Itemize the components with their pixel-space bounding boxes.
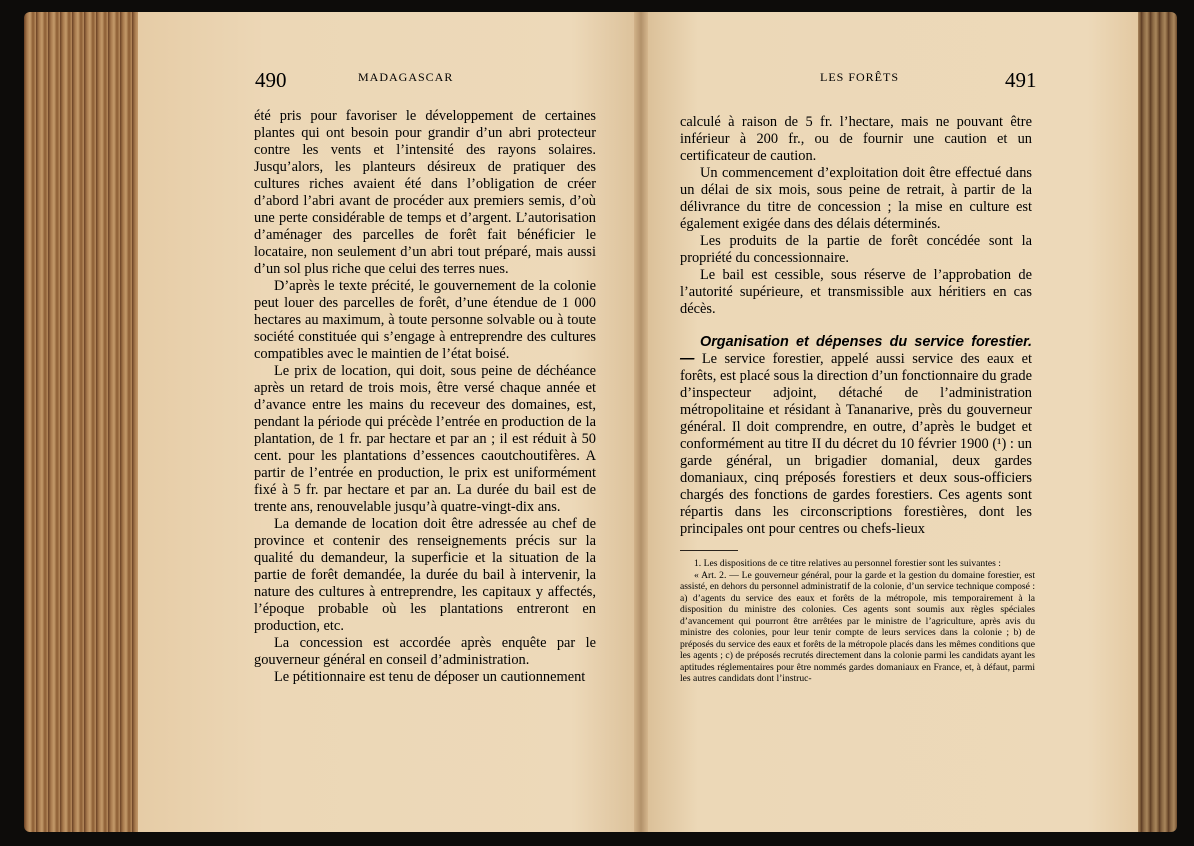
paragraph: Les produits de la partie de forêt concédée sont la propriété du concessionnaire.: [680, 233, 1032, 266]
right-page-number: 491: [1005, 68, 1037, 92]
left-page-body: [254, 108, 596, 686]
paragraph: La concession est accordée après enquête par le gouverneur général en conseil d’administration.: [254, 635, 596, 668]
paragraph: été pris pour favoriser le développement de certaines plantes qui ont besoin pour grandir d’un abri protecteur contre les vents et l’intensité des rayons solaires. Jusqu’alors, les planteurs désireux de pratiquer des cultures riches avaient été dans l’obligation de créer d’abord l’abri avant de procéder aux premiers semis, d’où une perte considérable de temps et d’argent. L’autorisation d’aménager des parcelles de forêt fait bénéficier le locataire, non seulement d’un abri tout préparé, mais aussi d’un sol plus riche que celui des terres nues.: [254, 108, 596, 277]
paragraph: Le bail est cessible, sous réserve de l’approbation de l’autorité supérieure, et transmissible aux héritiers en cas décès.: [680, 267, 1032, 317]
section-heading: Organisation et dépenses du service forestier. —: [680, 334, 1032, 367]
footnote: « Art. 2. — Le gouverneur général, pour la garde et la gestion du domaine forestier, est assisté, en dehors du personnel administratif de la colonie, d’un service technique composé : a) d’agents du service des eaux et forêts de la métropole, mis temporairement à la disposition du ministre des colonies. Ces agents sont soumis aux règles spéciales d’avancement qui pourront être arrêtées par le ministre de l’agriculture, après avis du ministre des colonies, pour leur tenir compte de leurs services dans la colonie ; b) de préposés du service des eaux et forêts de la métropole placés dans les mêmes conditions que les agents ; c) de préposés recrutés directement dans la colonie parmi les candidats ayant les aptitudes réglementaires pour être nommés gardes domaniaux en France, et, à défaut, parmi les autres candidats dont l’instruc-: [680, 569, 1035, 684]
right-running-head: LES FORÊTS: [820, 70, 900, 84]
section-text: Le service forestier, appelé aussi service des eaux et forêts, est placé sous la direction d’un fonctionnaire du grade d’inspecteur adjoint, détaché de l’administration métropolitaine et résidant à Tananarive, près du gouverneur général. Il doit comprendre, en outre, d’après le budget et conformément au titre II du décret du 10 février 1900 (¹) : un garde général, un brigadier domanial, deux gardes domaniaux, cinq préposés forestiers et deux sous-officiers chargés des fonctions de gardes forestiers. Ces agents sont répartis dans les circonscriptions forestières, dont les principales ont pour centres ou chefs-lieux: [680, 351, 1032, 537]
paragraph: Le pétitionnaire est tenu de déposer un cautionnement: [274, 669, 586, 685]
paragraph: D’après le texte précité, le gouvernement de la colonie peut louer des parcelles de forêt, d’une étendue de 1 000 hectares au maximum, à toute personne solvable ou à toute société constituée qui s’engage à entreprendre des cultures compatibles avec le maintien de l’état boisé.: [254, 278, 596, 362]
left-page-number: 490: [255, 68, 287, 92]
footnotes: [680, 558, 1035, 685]
footnote-rule: [680, 550, 738, 551]
left-running-head: MADAGASCAR: [358, 70, 454, 84]
paragraph: Un commencement d’exploitation doit être effectué dans un délai de six mois, sous peine de retrait, à partir de la délivrance du titre de concession ; la mise en culture est également exigée dans des délais déterminés.: [680, 165, 1032, 232]
section-paragraph: [680, 334, 1032, 538]
book-edge-right: [1132, 12, 1177, 832]
paragraph: La demande de location doit être adressée au chef de province et contenir des renseignements précis sur la qualité du demandeur, la superficie et la situation de la partie de forêt demandée, la durée du bail à intervenir, la nature des cultures à entreprendre, les capitaux y affectés, l’époque probable où les plantations entreront en production, etc.: [254, 516, 596, 634]
paragraph: Le prix de location, qui doit, sous peine de déchéance après un retard de trois mois, être versé chaque année et d’avance entre les mains du receveur des domaines, est, pendant la période qui précède l’entrée en production de la plantation, de 1 fr. par hectare et par an ; il est réduit à 50 cent. pour les plantations d’essences caoutchoutifères. A partir de l’entrée en production, le prix est uniformément fixé à 5 fr. par hectare et par an. La durée du bail est de trente ans, renouvelable jusqu’à quatre-vingt-dix ans.: [254, 363, 596, 515]
right-page-body: [680, 114, 1032, 538]
footnote: 1. Les dispositions de ce titre relatives au personnel forestier sont les suivantes :: [694, 558, 1001, 569]
paragraph: calculé à raison de 5 fr. l’hectare, mais ne pouvant être inférieur à 200 fr., ou de fournir une caution et un certificateur de caution.: [680, 114, 1032, 164]
book-gutter: [634, 12, 648, 832]
